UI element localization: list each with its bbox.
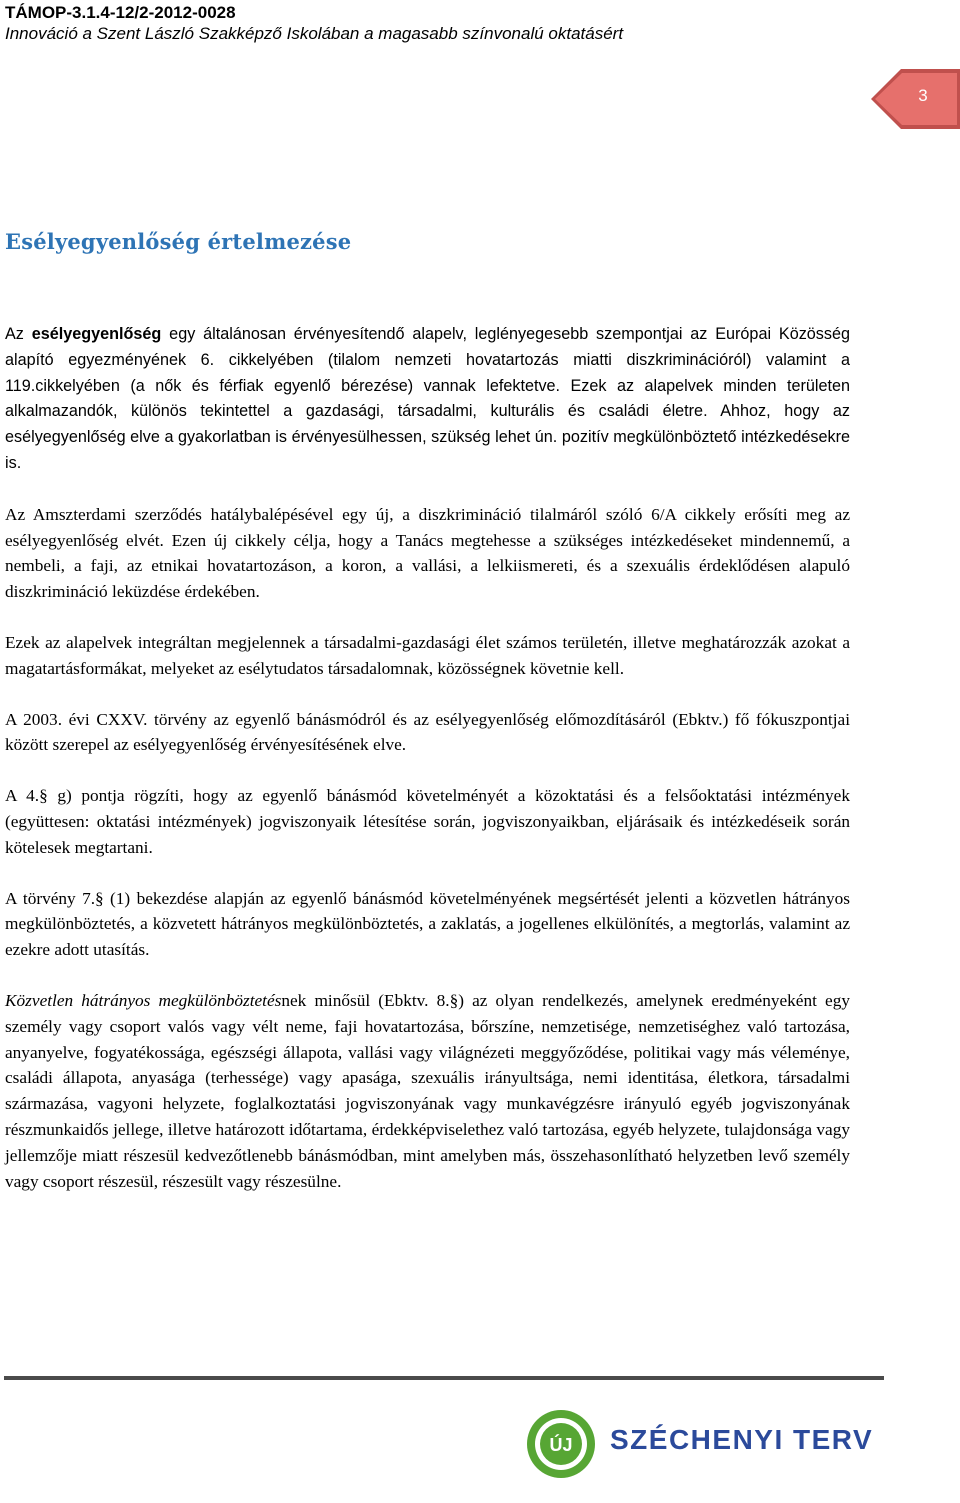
svg-text:ÚJ: ÚJ <box>549 1435 573 1455</box>
paragraph-6: A törvény 7.§ (1) bekezdése alapján az egyenlő bánásmód követelményének megsértését jelenti a közvetlen hátrányos megkülönböztetés, a közvetett hátrányos megkülönböztetés, a zaklatás, a jogellenes elkülönítés, a megtorlás, valamint az ezekre adott utasítás. <box>5 888 850 960</box>
paragraph-1-text-b: egy általánosan érvényesítendő alapelv, leglényegesebb szempontjai az Európai Közösség alapító egyezményének 6. cikkelyében (tilalom nemzeti hovatartozás miatti diszkriminációról) valamint a 119.cikkelyében (a nők és férfiak egyenlő bérezése) vannak lefektetve. Ezek az alapelvek minden területen alkalmazandók, különös tekintettel a gazdasági, társadalmi, kulturális és családi életre. Ahhoz, hogy az esélyegyenlőség elve a gyakorlatban is érvényesülhessen, szükség lehet ún. pozitív megkülönböztető intézkedésekre is. <box>5 325 850 472</box>
logo-mark-icon <box>526 1402 596 1486</box>
page-title: Esélyegyenlőség értelmezése <box>5 229 352 254</box>
document-header <box>5 3 623 45</box>
paragraph-7-text: nek minősül (Ebktv. 8.§) az olyan rendelkezés, amelynek eredményeként egy személy vagy csoport valós vagy vélt neme, faji hovatartozása, bőrszíne, nemzetisége, nemzetiséghez való tartozása, anyanyelve, fogyatékossága, egészségi állapota, vallási vagy világnézeti meggyőződése, politikai vagy más véleménye, családi állapota, anyasága (terhessége) vagy apasága, szexuális irányultsága, nemi identitása, életkora, társadalmi származása, vagyoni helyzete, foglalkoztatási jogviszonyának vagy munkavégzésre irányuló egyéb jogviszonyának részmunkaidős jellege, illetve határozott időtartama, érdekképviselethez való tartozása, egyéb helyzete, tulajdonsága vagy jellemzője miatt részesül kedvezőtlenebb bánásmódban, mint amelyben más, összehasonlítható helyzetben levő személy vagy csoport részesül, részesült vagy részesülne. <box>5 990 850 1191</box>
logo-text: SZÉCHENYI TERV <box>610 1424 874 1455</box>
page-number: 3 <box>918 86 928 105</box>
paragraph-1 <box>5 322 850 477</box>
paragraph-7-italic: Közvetlen hátrányos megkülönböztetés <box>5 990 282 1010</box>
body-text <box>5 322 850 1219</box>
paragraph-1-bold: esélyegyenlőség <box>31 325 162 343</box>
project-subtitle: Innováció a Szent László Szakképző Iskolában a magasabb színvonalú oktatásért <box>5 24 624 43</box>
paragraph-4: A 2003. évi CXXV. törvény az egyenlő bánásmódról és az esélyegyenlőség előmozdításáról (Ebktv.) fő fókuszpontjai között szerepel az esélyegyenlőség érvényesítésének elve. <box>5 709 850 755</box>
paragraph-3: Ezek az alapelvek integráltan megjelennek a társadalmi-gazdasági élet számos területén, illetve meghatározzák azokat a magatartásformákat, melyeket az esélytudatos társadalomnak, közösségnek követnie kell. <box>5 632 850 678</box>
footer-divider <box>4 1376 884 1380</box>
paragraph-2: Az Amszterdami szerződés hatálybalépésével egy új, a diszkrimináció tilalmáról szóló 6/A cikkely erősíti meg az esélyegyenlőség elvét. Ezen új cikkely célja, hogy a Tanács megtehesse a szükséges intézkedéseket mindennemű, a nembeli, a faji, az etnikai hovatartozáson, a koron, a vallási, a lelkiismereti, és a szexuális érdeklődésen alapuló diszkrimináció leküzdése érdekében. <box>5 504 850 602</box>
page-number-badge <box>871 69 960 129</box>
paragraph-5: A 4.§ g) pontja rögzíti, hogy az egyenlő bánásmód követelményét a közoktatási és a felsőoktatási intézmények (együttesen: oktatási intézmények) jogviszonyaik létesítése során, jogviszonyaikban, eljárásaik és intézkedéseik során kötelesek megtartani. <box>5 786 850 857</box>
paragraph-1-text-a: Az <box>5 325 32 343</box>
paragraph-7 <box>5 988 850 1194</box>
project-code: TÁMOP-3.1.4-12/2-2012-0028 <box>5 3 236 22</box>
